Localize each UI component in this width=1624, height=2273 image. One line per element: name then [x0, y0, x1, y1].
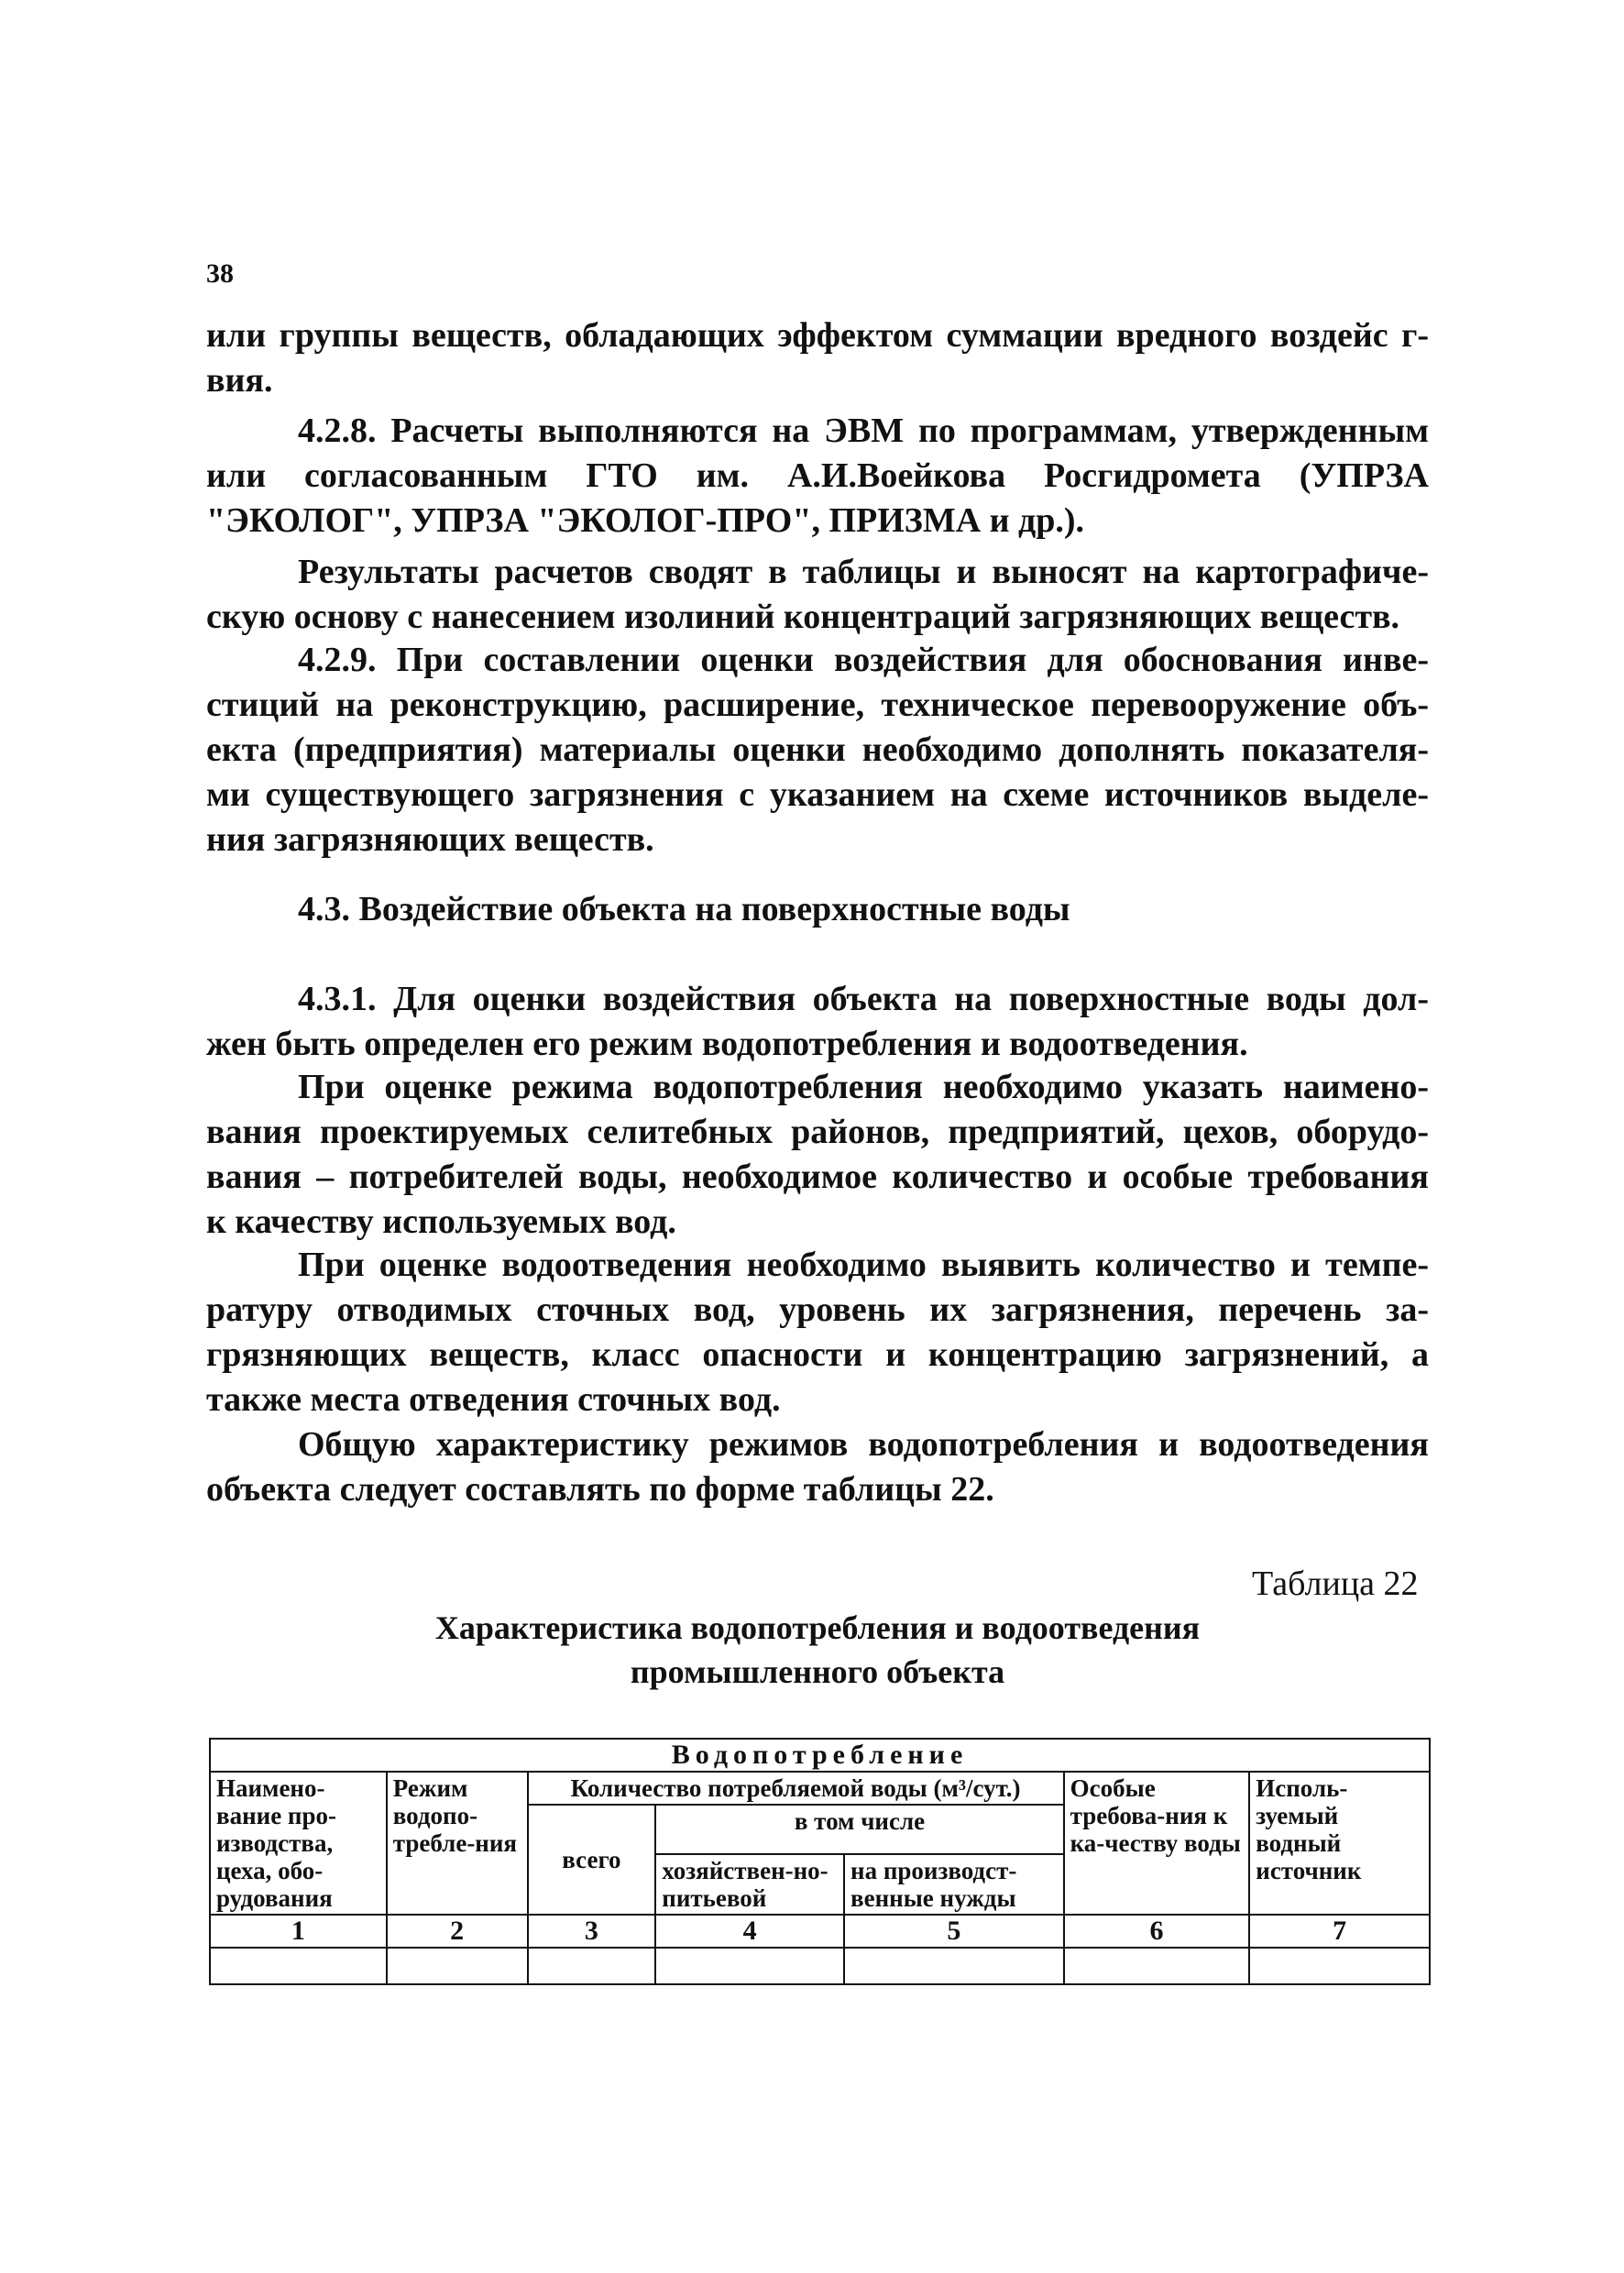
- paragraph-4-2-9: [206, 638, 1429, 862]
- paragraph-general: [206, 1422, 1429, 1512]
- column-number: 7: [1249, 1915, 1430, 1948]
- text-line: или группы веществ, обладающих эффектом суммации вредного воздейс г-: [206, 316, 1429, 355]
- paragraph-4-3-1: [206, 977, 1429, 1067]
- text-line: При оценке режима водопотребления необходимо указать наимено-: [298, 1068, 1429, 1106]
- paragraph-results: [206, 550, 1429, 640]
- paragraph-water-disposal: [206, 1243, 1429, 1422]
- column-number: 1: [210, 1915, 387, 1948]
- empty-cell: [655, 1948, 844, 1984]
- text-line: грязняющих веществ, класс опасности и концентрацию загрязнений, а: [206, 1335, 1429, 1374]
- group-header: Водопотребление: [210, 1739, 1430, 1772]
- header-including: в том числе: [655, 1805, 1063, 1854]
- table-title-line: Характеристика водопотребления и водоотведения: [434, 1609, 1201, 1646]
- table-title-line: промышленного объекта: [630, 1653, 1005, 1690]
- table-label: Таблица 22: [1252, 1565, 1419, 1603]
- text-line: вия.: [206, 361, 273, 400]
- text-line: скую основу с нанесением изолиний концентраций загрязняющих веществ.: [206, 598, 1400, 636]
- water-use-table: [209, 1738, 1431, 1985]
- column-number: 3: [528, 1915, 656, 1948]
- table-row: [210, 1915, 1430, 1948]
- section-heading: 4.3. Воздействие объекта на поверхностные воды: [298, 890, 1070, 928]
- text-line: стиций на реконструкцию, расширение, техническое перевооружение объ-: [206, 686, 1429, 724]
- text-line: 4.2.9. При составлении оценки воздействия для обоснования инве-: [298, 641, 1429, 679]
- header-total: всего: [528, 1805, 656, 1915]
- header-production: Наимено-вание про-изводства, цеха, обо-рудования: [210, 1772, 387, 1915]
- text-line: жен быть определен его режим водопотребления и водоотведения.: [206, 1025, 1248, 1063]
- paragraph-4-2-8: [206, 409, 1429, 544]
- text-line: 4.2.8. Расчеты выполняются на ЭВМ по программам, утвержденным: [298, 412, 1429, 450]
- empty-cell: [387, 1948, 528, 1984]
- text-line: или согласованным ГТО им. А.И.Воейкова Росгидромета (УПРЗА: [206, 456, 1429, 495]
- header-source: Исполь-зуемый водный источник: [1249, 1772, 1430, 1915]
- header-requirements: Особые требова-ния к ка-честву воды: [1064, 1772, 1250, 1915]
- text-line: "ЭКОЛОГ", УПРЗА "ЭКОЛОГ-ПРО", ПРИЗМА и др.).: [206, 501, 1085, 540]
- column-number: 4: [655, 1915, 844, 1948]
- text-line: 4.3.1. Для оценки воздействия объекта на поверхностные воды дол-: [298, 980, 1429, 1018]
- paragraph-water-use: [206, 1065, 1429, 1245]
- empty-cell: [210, 1948, 387, 1984]
- column-number: 2: [387, 1915, 528, 1948]
- text-line: Результаты расчетов сводят в таблицы и выносят на картографиче-: [298, 553, 1429, 591]
- text-line: объекта следует составлять по форме таблицы 22.: [206, 1470, 994, 1509]
- text-line: екта (предприятия) материалы оценки необходимо дополнять показателя-: [206, 730, 1429, 769]
- column-number: 6: [1064, 1915, 1250, 1948]
- text-line: ми существующего загрязнения с указанием на схеме источников выделе-: [206, 775, 1429, 814]
- text-line: к качеству используемых вод.: [206, 1202, 676, 1241]
- text-line: вания – потребителей воды, необходимое количество и особые требования: [206, 1158, 1429, 1196]
- paragraph-intro: [206, 313, 1429, 403]
- header-mode: Режим водопо-требле-ния: [387, 1772, 528, 1915]
- header-household: хозяйствен-но-питьевой: [655, 1854, 844, 1915]
- empty-cell: [1064, 1948, 1250, 1984]
- text-line: вания проектируемых селитебных районов, предприятий, цехов, оборудо-: [206, 1113, 1429, 1151]
- text-line: При оценке водоотведения необходимо выявить количество и темпе-: [298, 1246, 1429, 1284]
- page-number: 38: [206, 258, 234, 289]
- text-line: ния загрязняющих веществ.: [206, 820, 654, 859]
- header-quantity: Количество потребляемой воды (м³/сут.): [528, 1772, 1064, 1805]
- empty-cell: [1249, 1948, 1430, 1984]
- text-line: ратуру отводимых сточных вод, уровень их загрязнения, перечень за-: [206, 1290, 1429, 1329]
- column-number: 5: [844, 1915, 1064, 1948]
- table-title: [206, 1606, 1429, 1694]
- table-row: [210, 1948, 1430, 1984]
- empty-cell: [528, 1948, 656, 1984]
- text-line: Общую характеристику режимов водопотребления и водоотведения: [298, 1425, 1429, 1464]
- header-production-needs: на производст-венные нужды: [844, 1854, 1064, 1915]
- empty-cell: [844, 1948, 1064, 1984]
- text-line: также места отведения сточных вод.: [206, 1380, 781, 1419]
